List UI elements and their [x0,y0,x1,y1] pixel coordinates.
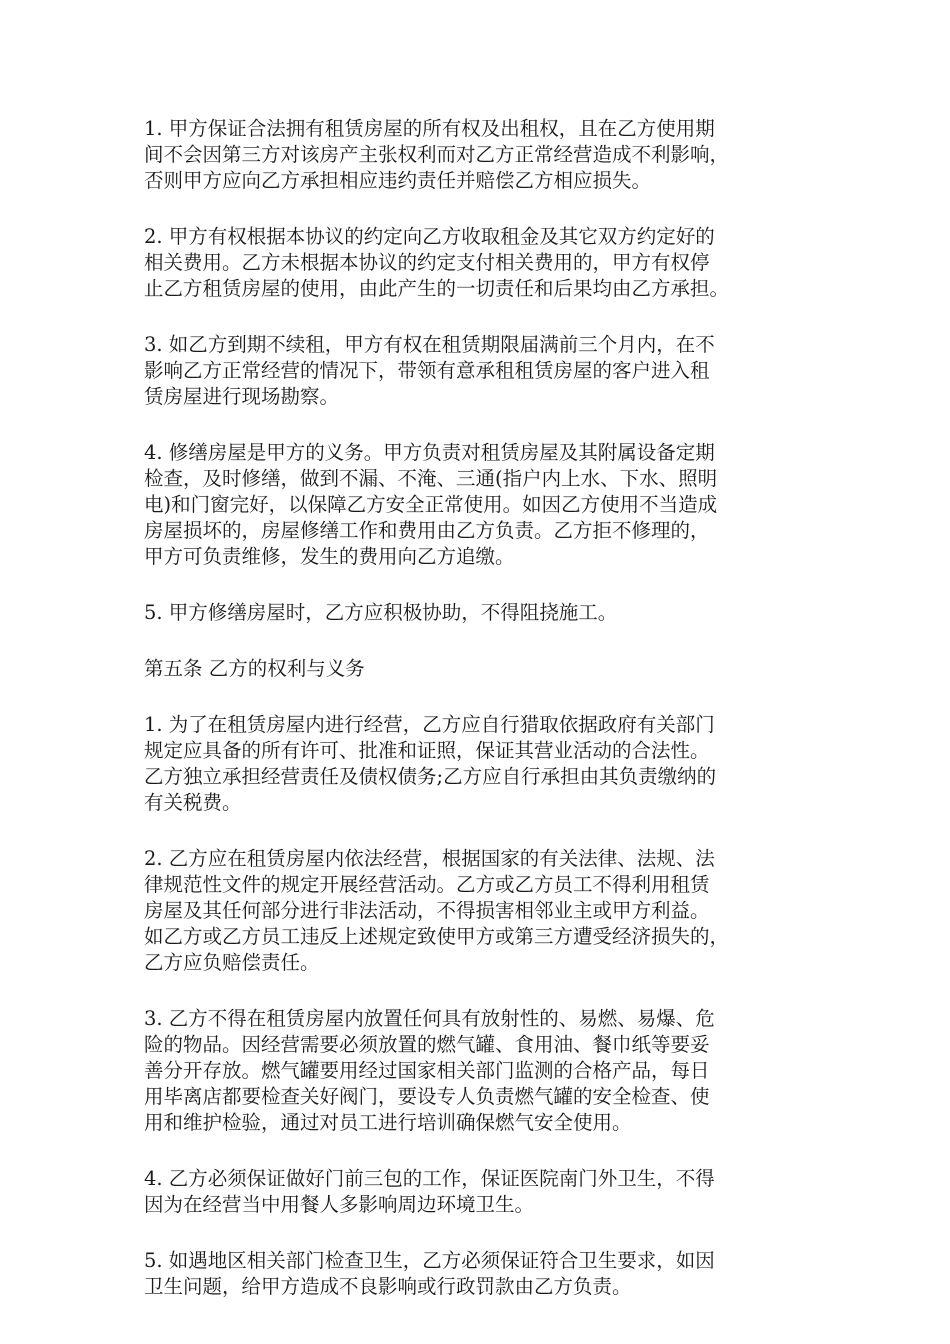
text-line: 1. 甲方保证合法拥有租赁房屋的所有权及出租权，且在乙方使用期 [144,117,715,140]
clause-tenant-3 [144,1006,810,1136]
text-line: 有关税费。 [144,791,242,814]
text-line: 乙方应负赔偿责任。 [144,951,320,974]
text-line: 相关费用。乙方未根据本协议的约定支付相关费用的，甲方有权停 [144,251,710,274]
text-line: 4. 乙方必须保证做好门前三包的工作，保证医院南门外卫生，不得 [144,1167,715,1190]
text-line: 赁房屋进行现场勘察。 [144,385,340,408]
text-line: 电)和门窗完好，以保障乙方安全正常使用。如因乙方使用不当造成 [144,493,718,516]
text-line: 险的物品。因经营需要必须放置的燃气罐、食用油、餐巾纸等要妥 [144,1033,710,1056]
clause-landlord-2 [144,224,810,302]
text-line: 甲方可负责维修，发生的费用向乙方追缴。 [144,545,515,568]
text-line: 5. 甲方修缮房屋时，乙方应积极协助，不得阻挠施工。 [144,601,618,624]
clause-tenant-2 [144,846,810,976]
clause-tenant-4 [144,1166,810,1218]
text-line: 4. 修缮房屋是甲方的义务。甲方负责对租赁房屋及其附属设备定期 [144,441,715,464]
text-line: 检查，及时修缮，做到不漏、不淹、三通(指户内上水、下水、照明 [144,467,718,490]
text-line: 止乙方租赁房屋的使用，由此产生的一切责任和后果均由乙方承担。 [144,277,730,300]
text-line: 2. 乙方应在租赁房屋内依法经营，根据国家的有关法律、法规、法 [144,847,715,870]
text-line: 1. 为了在租赁房屋内进行经营，乙方应自行猎取依据政府有关部门 [144,713,715,736]
clause-tenant-5 [144,1248,810,1300]
text-line: 律规范性文件的规定开展经营活动。乙方或乙方员工不得利用租赁 [144,873,710,896]
text-line: 因为在经营当中用餐人多影响周边环境卫生。 [144,1193,535,1216]
text-line: 2. 甲方有权根据本协议的约定向乙方收取租金及其它双方约定好的 [144,225,715,248]
clause-landlord-5 [144,600,810,626]
clause-landlord-1 [144,116,810,194]
text-line: 善分开存放。燃气罐要用经过国家相关部门监测的合格产品，每日 [144,1059,710,1082]
text-line: 房屋及其任何部分进行非法活动，不得损害相邻业主或甲方利益。 [144,899,710,922]
text-line: 如乙方或乙方员工违反上述规定致使甲方或第三方遭受经济损失的， [144,925,730,948]
text-line: 5. 如遇地区相关部门检查卫生，乙方必须保证符合卫生要求，如因 [144,1249,715,1272]
text-line: 用毕离店都要检查关好阀门，要设专人负责燃气罐的安全检查、使 [144,1085,710,1108]
clause-landlord-3 [144,332,810,410]
text-line: 卫生问题，给甲方造成不良影响或行政罚款由乙方负责。 [144,1275,632,1298]
text-line: 乙方独立承担经营责任及债权债务;乙方应自行承担由其负责缴纳的 [144,765,717,788]
text-line: 规定应具备的所有许可、批准和证照，保证其营业活动的合法性。 [144,739,710,762]
text-line: 否则甲方应向乙方承担相应违约责任并赔偿乙方相应损失。 [144,169,652,192]
text-line: 间不会因第三方对该房产主张权利而对乙方正常经营造成不利影响， [144,143,730,166]
section-heading [144,656,810,682]
section-heading-text: 第五条 乙方的权利与义务 [144,657,365,680]
clause-landlord-4 [144,440,810,570]
text-line: 3. 如乙方到期不续租，甲方有权在租赁期限届满前三个月内，在不 [144,333,715,356]
text-line: 影响乙方正常经营的情况下，带领有意承租租赁房屋的客户进入租 [144,359,710,382]
document-body [144,116,810,1330]
text-line: 房屋损坏的，房屋修缮工作和费用由乙方负责。乙方拒不修理的， [144,519,710,542]
text-line: 3. 乙方不得在租赁房屋内放置任何具有放射性的、易燃、易爆、危 [144,1007,715,1030]
clause-tenant-1 [144,712,810,816]
text-line: 用和维护检验，通过对员工进行培训确保燃气安全使用。 [144,1111,632,1134]
